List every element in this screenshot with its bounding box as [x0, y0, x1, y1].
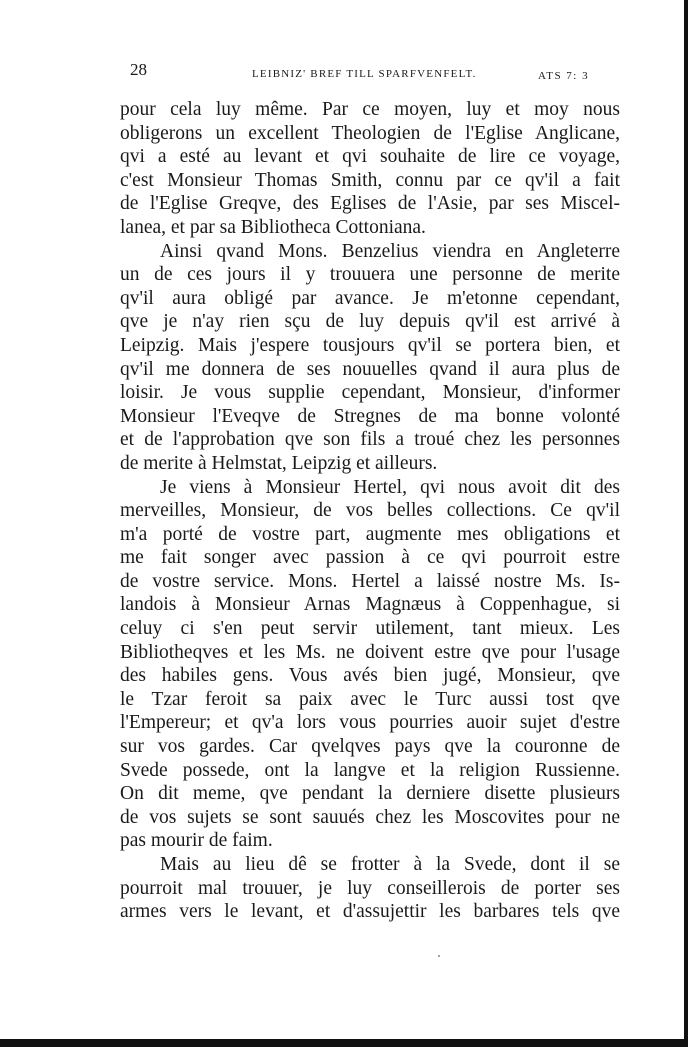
text-line: un de ces jours il y trouuera une personne de merite	[120, 264, 620, 286]
text-line: Svede possede, ont la langve et la religion Russienne.	[120, 759, 620, 781]
text-line: armes vers le levant, et d'assujettir les barbares tels qve	[120, 901, 620, 923]
paragraph	[120, 853, 620, 924]
text-line: de vostre service. Mons. Hertel a laissé nostre Ms. Is-	[120, 570, 620, 592]
text-line: Ainsi qvand Mons. Benzelius viendra en Angleterre	[160, 240, 620, 262]
text-line: le Tzar feroit sa paix avec le Turc aussi tost qve	[120, 688, 620, 710]
text-line: pour cela luy même. Par ce moyen, luy et moy nous	[120, 99, 620, 120]
paragraph	[120, 476, 620, 854]
text-line: de vos sujets se sont sauués chez les Moscovites pour ne	[120, 806, 620, 828]
text-line: obligerons un excellent Theologien de l'Eglise Anglicane,	[120, 122, 620, 144]
text-line: des habiles gens. Vous avés bien jugé, Monsieur, qve	[120, 665, 620, 687]
text-line: qvi a esté au levant et qvi souhaite de lire ce voyage,	[120, 146, 620, 168]
page-edge-bottom	[0, 1039, 688, 1047]
text-line: loisir. Je vous supplie cependant, Monsieur, d'informer	[120, 382, 620, 404]
text-line: pas mourir de faim.	[120, 830, 273, 852]
page-number: 28	[130, 60, 147, 79]
text-line: et de l'approbation qve son fils a troué chez les personnes	[120, 429, 620, 451]
text-line: qv'il aura obligé par avance. Je m'etonne cependant,	[120, 287, 620, 309]
text-line: de l'Eglise Greqve, des Eglises de l'Asie, par ses Miscel-	[120, 193, 620, 215]
text-line: qv'il me donnera de ses nouuelles qvand il aura plus de	[120, 358, 620, 380]
text-line: qve je n'ay rien sçu de luy depuis qv'il est arrivé à	[120, 311, 620, 333]
text-line: On dit meme, qve pendant la derniere disette plusieurs	[120, 783, 620, 805]
text-line: pourroit mal trouuer, je luy conseillerois de porter ses	[120, 877, 620, 899]
text-line: c'est Monsieur Thomas Smith, connu par ce qv'il a fait	[120, 169, 620, 191]
text-line: Leipzig. Mais j'espere tousjours qv'il se portera bien, et	[120, 334, 620, 356]
text-line: l'Empereur; et qv'a lors vous pourries auoir sujet d'estre	[120, 712, 620, 734]
text-line: merveilles, Monsieur, de vos belles collections. Ce qv'il	[120, 500, 620, 522]
signature-mark: ATS 7: 3	[538, 70, 590, 82]
text-line: Monsieur l'Eveqve de Stregnes de ma bonne volonté	[120, 405, 620, 427]
text-line: landois à Monsieur Arnas Magnæus à Coppenhague, si	[120, 594, 620, 616]
body-text	[120, 98, 620, 924]
text-line: lanea, et par sa Bibliotheca Cottoniana.	[120, 216, 426, 238]
text-line: sur vos gardes. Car qvelqves pays qve la couronne de	[120, 736, 620, 758]
paragraph	[120, 240, 620, 476]
text-line: m'a porté de vostre part, augmente mes obligations et	[120, 523, 620, 545]
text-line: Je viens à Monsieur Hertel, qvi nous avoit dit des	[160, 476, 620, 498]
text-line: celuy ci s'en peut servir utilement, tant mieux. Les	[120, 618, 620, 640]
paragraph	[120, 98, 620, 240]
page-edge-right	[684, 0, 688, 1047]
text-line: Mais au lieu dê se frotter à la Svede, dont il se	[160, 854, 620, 875]
stray-ink-dot	[438, 955, 440, 957]
text-line: Bibliotheqves et les Ms. ne doivent estre qve pour l'usage	[120, 641, 620, 663]
text-line: de merite à Helmstat, Leipzig et ailleurs.	[120, 452, 438, 474]
text-line: me fait songer avec passion à ce qvi pourroit estre	[120, 547, 620, 569]
running-title: LEIBNIZ' BREF TILL SPARFVENFELT.	[252, 68, 477, 80]
